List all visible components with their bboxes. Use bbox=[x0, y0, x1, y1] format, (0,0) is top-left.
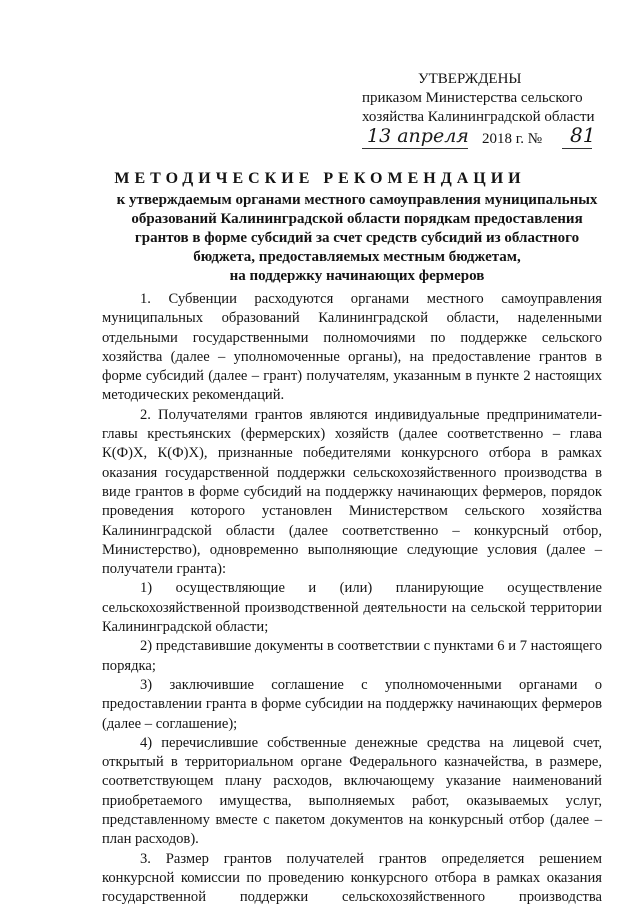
approval-year: 2018 г. № bbox=[482, 131, 543, 147]
approval-line-2: хозяйства Калининградской области bbox=[362, 109, 595, 125]
document-subheading bbox=[92, 191, 622, 286]
subheading-line: образований Калининградской области порядкам предоставления bbox=[131, 211, 583, 227]
subheading-line: на поддержку начинающих фермеров bbox=[229, 268, 485, 284]
approval-line-1: приказом Министерства сельского bbox=[362, 90, 583, 106]
subheading-line: бюджета, предоставляемых местным бюджетам, bbox=[193, 249, 521, 265]
list-item-2: 2) представившие документы в соответствии с пунктами 6 и 7 настоящего порядка; bbox=[102, 638, 602, 674]
subheading-line: к утверждаемым органами местного самоуправления муниципальных bbox=[116, 192, 598, 208]
approval-block bbox=[362, 70, 632, 151]
paragraph-2: 2. Получателями грантов являются индивидуальные предприниматели-главы крестьянских (фермерских) хозяйств (далее соответственно – глава К(Ф)Х, К(Ф)Х), признанные победителями конкурсного отбора в рамках оказания государственной поддержки сельскохозяйственного производства в виде грантов в форме субсидий на поддержку начинающих фермеров, порядок проведения которого установлен Министерством сельского хозяйства Калининградской области (далее соответственно – конкурсный отбор, Министерство), одновременно выполняющие следующие условия (далее – получатели гранта): bbox=[102, 406, 602, 578]
document-body bbox=[102, 290, 602, 905]
approval-date-row bbox=[362, 123, 632, 151]
number-underline bbox=[562, 148, 592, 149]
handwritten-number: 81 bbox=[570, 123, 596, 147]
subheading-line: грантов в форме субсидий за счет средств субсидий из областного bbox=[134, 230, 580, 246]
list-item-4: 4) перечислившие собственные денежные средства на лицевой счет, открытый в территориальном органе Федерального казначейства, в размере, соответствующем плану расходов, включающему указание наименований приобретаемого имущества, выполняемых работ, оказываемых услуг, представленному вместе с пакетом документов на конкурсный отбор (далее – план расходов). bbox=[102, 734, 602, 848]
paragraph-3: 3. Размер грантов получателей грантов определяется решением конкурсной комиссии по проведению конкурсного отбора в рамках оказания государственной поддержки сельскохозяйственного производства bbox=[102, 850, 602, 905]
handwritten-date: 13 апреля bbox=[367, 125, 469, 147]
document-heading: МЕТОДИЧЕСКИЕ РЕКОМЕНДАЦИИ bbox=[114, 170, 526, 187]
approval-title: УТВЕРЖДЕНЫ bbox=[418, 71, 522, 87]
paragraph-1: 1. Субвенции расходуются органами местного самоуправления муниципальных образований Калининградской области, наделенными отдельными государственными полномочиями по поддержке сельского хозяйства (далее – уполномоченные органы), на предоставление грантов в форме субсидий (далее – грант) получателям, указанным в пункте 2 настоящих методических рекомендаций. bbox=[102, 291, 602, 404]
date-underline bbox=[362, 148, 468, 149]
list-item-1: 1) осуществляющие и (или) планирующие осуществление сельскохозяйственной производственной деятельности на сельской территории Калининградской области; bbox=[102, 580, 602, 636]
list-item-3: 3) заключившие соглашение с уполномоченными органами о предоставлении гранта в форме субсидии на поддержку начинающих фермеров (далее – соглашение); bbox=[102, 676, 602, 732]
